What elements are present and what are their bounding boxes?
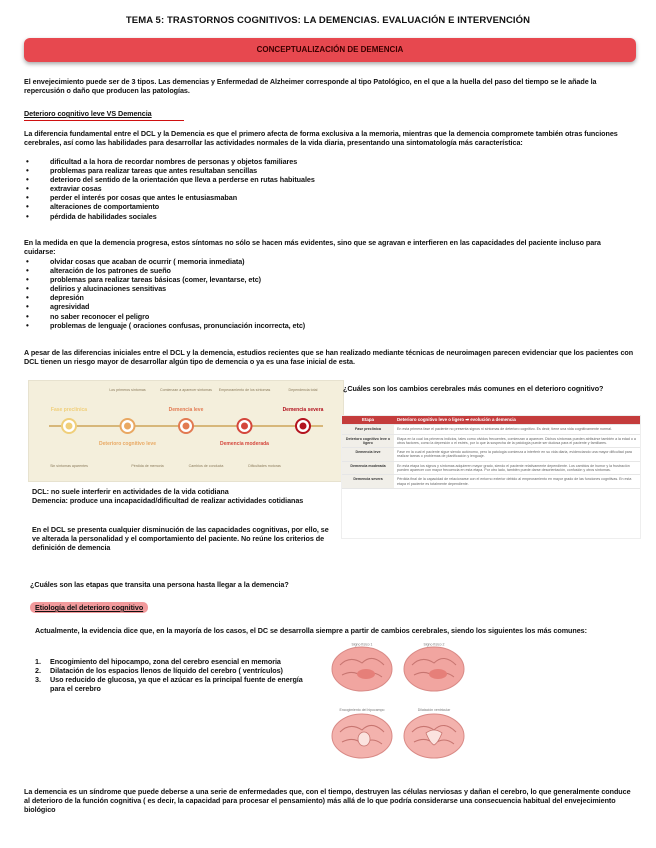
- list-item: • alteraciones de comportamiento: [24, 202, 624, 211]
- table-stage-cell: Deterioro cognitivo leve o ligero: [342, 434, 394, 448]
- stage-top-note: Empeoramiento de los síntomas: [218, 388, 271, 392]
- table-stage-cell: Demencia leve: [342, 448, 394, 462]
- list-item-text: Uso reducido de glucosa, ya que el azúcar es la principal fuente de energía para el cerebro: [50, 675, 303, 694]
- list-item-text: Dilatación de los espacios llenos de líquido del cerebro ( ventrículos): [50, 666, 283, 676]
- paragraph-evidence: Actualmente, la evidencia dice que, en la mayoría de los casos, el DC se desarrolla siempre a partir de cambios cerebrales, siendo los siguientes los más comunes:: [35, 626, 587, 635]
- arrow-right-icon: ➡: [465, 417, 471, 422]
- table-row: [342, 434, 640, 448]
- list-item: • problemas para realizar tareas básicas (comer, levantarse, etc): [24, 275, 624, 284]
- list-number: 2.: [35, 666, 41, 676]
- table-row: [342, 461, 640, 475]
- heading-etiologia: [30, 602, 148, 613]
- list-item: • depresión: [24, 293, 624, 302]
- stages-table: [342, 416, 640, 489]
- stage-marker-dot: [124, 423, 131, 430]
- stages-timeline-svg: [29, 381, 343, 481]
- stage-bottom-note: Cambios de conducta: [188, 464, 224, 468]
- brain-image: [404, 714, 464, 758]
- dcl-note: DCL: no suele interferir en actividades de la vida cotidiana: [32, 487, 229, 496]
- list-item: • alteración de los patrones de sueño: [24, 266, 624, 275]
- table-text-cell: En esta etapa los signos y síntomas adquieren mayor grado, siendo el paciente relativamente dependiente. Los cambios de humor y la frustración pueden aparecer con mayor frecuencia en esta etapa. Por otro lado, también puede darse desorientación, confusión y otros síntomas.: [394, 461, 640, 475]
- stage-marker-dot: [183, 423, 190, 430]
- stage-marker-dot: [241, 423, 248, 430]
- section-banner: CONCEPTUALIZACIÓN DE DEMENCIA: [24, 38, 636, 62]
- paragraph-neuroimaging: A pesar de las diferencias iniciales entre el DCL y la demencia, estudios recientes que se han realizado mediante técnicas de neuroimagen parecen evidenciar que los pacientes con DCL tienen un riesgo mayor de desarrollar algún tipo de demencia o ya es una fase inicial de esta.: [24, 348, 634, 367]
- stage-top-note: Dependencia total: [288, 388, 318, 392]
- stage-bottom-note: Dificultades motoras: [248, 464, 281, 468]
- table-stage-cell: Demencia moderada: [342, 461, 394, 475]
- table-text-cell: Etapa en la cual los primeros indicios, tales como olvidos frecuentes, comienzan a aparecer. Dichos síntomas pueden atribuirse también a la edad o a otros factores, como la depresión o el estrés, por lo que la sospecha de la patología puede ser dudosa para el paciente y familiares.: [394, 434, 640, 448]
- list-item: • extraviar cosas: [24, 184, 624, 193]
- stage-label: Demencia leve: [168, 407, 204, 413]
- table-text-cell: En esta primera fase el paciente no presenta signos ni síntomas de deterioro cognitivo. Es decir, tiene una vida cognitivamente normal.: [394, 425, 640, 434]
- brain-label: Encogimiento del hipocampo: [339, 708, 385, 712]
- list-item: [35, 657, 303, 666]
- stage-bottom-note: Sin síntomas aparentes: [50, 464, 88, 468]
- intro-paragraph: El envejecimiento puede ser de 3 tipos. Las demencias y Enfermedad de Alzheimer corresponde al tipo Patológico, en el que a la huella del paso del tiempo se le añade la repercusión o daño que producen las patologías.: [24, 77, 597, 96]
- heading-underline: [24, 120, 184, 121]
- table-text-cell: Fase en la cual el paciente sigue siendo autónomo, pero la patología comienza a interferir en su vida diaria, evidenciando una mayor dificultad para realizar tareas o problemas de planificación y lenguaje.: [394, 448, 640, 462]
- table-header-cell: Etapa: [342, 416, 394, 425]
- list-item: • agresividad: [24, 302, 624, 311]
- brain-label: Signo físico 1: [351, 642, 373, 647]
- table-stage-cell: Demencia severa: [342, 475, 394, 489]
- stage-bottom-note: Pérdida de memoria: [131, 464, 164, 468]
- brain-changes-list: [35, 657, 303, 693]
- paragraph-dcl-presentation: En el DCL se presenta cualquier disminución de las capacidades cognitivas, por ello, se ve alterada la personalidad y el comportamiento del paciente. No reúne los criterios de definición de demencia: [32, 525, 329, 553]
- paragraph-dementia-definition: La demencia es un síndrome que puede deberse a una serie de enfermedades que, con el tiempo, destruyen las células nerviosas y dañan el cerebro, lo que generalmente conduce al deterioro de la función cognitiva ( es decir, la capacidad para procesar el pensamiento) más allá de lo que podría considerarse una consecuencia habitual del envejecimiento biológico: [24, 787, 631, 815]
- list-item: • pérdida de habilidades sociales: [24, 212, 624, 221]
- brain-illustration: [326, 641, 470, 765]
- symptom-list-2: [24, 257, 624, 330]
- list-number: 3.: [35, 675, 41, 685]
- table-stage-cell: Fase preclínica: [342, 425, 394, 434]
- table-header-row: [342, 416, 640, 425]
- brain-label: Signo físico 2: [423, 642, 445, 647]
- table-row: [342, 475, 640, 489]
- heading-dcl-vs-demencia: Deterioro cognitivo leve VS Demencia: [24, 109, 152, 118]
- list-item: • olvidar cosas que acaban de ocurrir ( memoria inmediata): [24, 257, 624, 266]
- paragraph-differences: La diferencia fundamental entre el DCL y la Demencia es que el primero afecta de forma exclusiva a la memoria, mientras que la demencia compromete también otras funciones cerebrales, así como las habilidades para desarrollar las actividades normales de la vida diaria, presentando una sintomatología más característica:: [24, 129, 618, 148]
- question-brain-changes: ¿Cuáles son los cambios cerebrales más comunes en el deterioro cognitivo?: [343, 384, 604, 393]
- stage-top-note: Comienzan a aparecer síntomas: [160, 388, 212, 392]
- brain-label: Dilatación ventricular: [417, 708, 451, 712]
- list-item: [35, 666, 303, 675]
- brain-image: [332, 714, 392, 758]
- heading-etiologia-pill: Etiología del deterioro cognitivo: [30, 602, 148, 613]
- list-item: • deterioro del sentido de la orientación que lleva a perderse en rutas habituales: [24, 175, 624, 184]
- table-header-right: evolución a demencia: [470, 417, 516, 422]
- brains-svg: [326, 641, 470, 765]
- brain-image: [332, 647, 392, 691]
- stages-figure: [28, 380, 344, 482]
- list-item: • no saber reconocer el peligro: [24, 312, 624, 321]
- table-row: [342, 425, 640, 434]
- table-text-cell: Pérdida final de la capacidad de relacionarse con el entorno exterior debido al empeoramiento en mayor grado de las funciones cognitivas. En esta etapa el paciente es totalmente dependiente.: [394, 475, 640, 489]
- table-row: [342, 448, 640, 462]
- list-item: • perder el interés por cosas que antes le entusiasmaban: [24, 193, 624, 202]
- stage-label: Fase preclínica: [50, 407, 88, 413]
- page-title: TEMA 5: TRASTORNOS COGNITIVOS: LA DEMENCIAS. EVALUACIÓN E INTERVENCIÓN: [125, 15, 531, 26]
- brain-image: [404, 647, 464, 691]
- stage-marker-dot: [300, 423, 307, 430]
- table-header-mid: Deterioro cognitivo leve o ligero: [397, 417, 465, 422]
- stage-marker-dot: [66, 423, 73, 430]
- list-number: 1.: [35, 657, 41, 666]
- list-item: • delirios y alucinaciones sensitivas: [24, 284, 624, 293]
- list-item: • problemas de lenguaje ( oraciones confusas, pronunciación incorrecta, etc): [24, 321, 624, 330]
- stage-top-note: Los primeros síntomas: [109, 388, 146, 392]
- stages-table-figure: [341, 415, 641, 539]
- list-item: • problemas para realizar tareas que antes resultaban sencillas: [24, 166, 624, 175]
- list-item: • dificultad a la hora de recordar nombres de personas y objetos familiares: [24, 157, 624, 166]
- list-item: [35, 675, 303, 693]
- question-stages: ¿Cuáles son las etapas que transita una persona hasta llegar a la demencia?: [30, 580, 289, 589]
- symptom-list-1: [24, 157, 624, 221]
- stage-label: Demencia moderada: [220, 441, 269, 447]
- table-header-cell: [394, 416, 640, 425]
- dementia-note: Demencia: produce una incapacidad/dificultad de realizar actividades cotidianas: [32, 496, 304, 505]
- stage-label: Deterioro cognitivo leve: [99, 441, 156, 447]
- stage-label: Demencia severa: [282, 407, 324, 413]
- paragraph-progression: En la medida en que la demencia progresa, estos síntomas no sólo se hacen más evidentes, sino que se agravan e interfieren en las capacidades del paciente incluso para cuidarse:: [24, 238, 601, 257]
- list-item-text: Encogimiento del hipocampo, zona del cerebro esencial en memoria: [50, 657, 281, 666]
